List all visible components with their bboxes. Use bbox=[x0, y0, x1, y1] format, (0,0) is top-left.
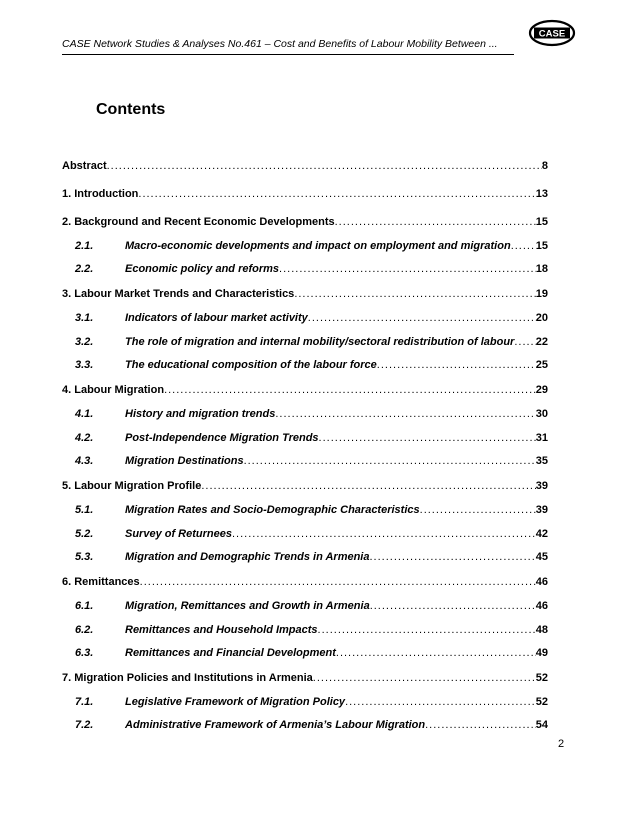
toc-entry-page: 15 bbox=[535, 240, 548, 252]
toc-entry-number: 3.2. bbox=[75, 336, 94, 348]
toc-entry[interactable] bbox=[62, 188, 548, 204]
toc-entry-title: Migration and Demographic Trends in Armenia bbox=[125, 551, 370, 563]
toc-entry-number: 4.2. bbox=[75, 432, 94, 444]
toc-entry-number: 3.1. bbox=[75, 312, 94, 324]
toc-dot-leader bbox=[425, 719, 536, 731]
toc-dot-leader bbox=[313, 672, 536, 684]
toc-entry-page: 35 bbox=[535, 455, 548, 467]
toc-dot-leader bbox=[514, 336, 535, 348]
toc-entry-page: 54 bbox=[535, 719, 548, 731]
toc-entry-number: 6.3. bbox=[75, 647, 94, 659]
toc-entry-page: 29 bbox=[535, 384, 548, 396]
toc-entry-title: 3. Labour Market Trends and Characteristics bbox=[62, 288, 295, 300]
toc-entry-title: 6. Remittances bbox=[62, 576, 140, 588]
toc-entry-title: Remittances and Household Impacts bbox=[125, 624, 318, 636]
toc-entry[interactable] bbox=[62, 672, 548, 688]
page-number: 2 bbox=[558, 738, 565, 750]
toc-entry-page: 19 bbox=[535, 288, 548, 300]
toc-dot-leader bbox=[279, 263, 536, 275]
running-header: CASE Network Studies & Analyses No.461 – Cost and Benefits of Labour Mobility Between ... bbox=[62, 38, 498, 50]
toc-entry-title: Migration Rates and Socio-Demographic Characteristics bbox=[125, 504, 420, 516]
toc-dot-leader bbox=[201, 480, 535, 492]
toc-entry-title: Migration Destinations bbox=[125, 455, 244, 467]
toc-entry[interactable] bbox=[75, 336, 548, 352]
toc-entry[interactable] bbox=[75, 408, 548, 424]
toc-entry[interactable] bbox=[75, 312, 548, 328]
toc-dot-leader bbox=[318, 624, 536, 636]
toc-entry[interactable] bbox=[62, 576, 548, 592]
toc-entry-page: 45 bbox=[535, 551, 548, 563]
toc-dot-leader bbox=[107, 160, 542, 172]
toc-entry-page: 49 bbox=[535, 647, 548, 659]
toc-dot-leader bbox=[345, 696, 536, 708]
toc-entry[interactable] bbox=[75, 504, 548, 520]
toc-entry-title: Post-Independence Migration Trends bbox=[125, 432, 319, 444]
case-logo bbox=[528, 19, 576, 47]
toc-entry[interactable] bbox=[75, 432, 548, 448]
toc-dot-leader bbox=[511, 240, 536, 252]
toc-entry[interactable] bbox=[75, 240, 548, 256]
toc-entry[interactable] bbox=[75, 263, 548, 279]
toc-entry-title: Migration, Remittances and Growth in Armenia bbox=[125, 600, 370, 612]
toc-dot-leader bbox=[275, 408, 535, 420]
toc-dot-leader bbox=[164, 384, 536, 396]
toc-entry-title: Economic policy and reforms bbox=[125, 263, 280, 275]
toc-entry-title: Macro-economic developments and impact on employment and migration bbox=[125, 240, 511, 252]
toc-entry-number: 6.2. bbox=[75, 624, 94, 636]
toc-entry[interactable] bbox=[75, 455, 548, 471]
toc-entry-number: 5.3. bbox=[75, 551, 94, 563]
toc-entry-page: 15 bbox=[535, 216, 548, 228]
toc-entry-page: 13 bbox=[535, 188, 548, 200]
toc-entry-title: History and migration trends bbox=[125, 408, 276, 420]
toc-dot-leader bbox=[244, 455, 536, 467]
toc-entry-page: 25 bbox=[535, 359, 548, 371]
toc-entry-number: 3.3. bbox=[75, 359, 94, 371]
toc-entry-number: 4.1. bbox=[75, 408, 94, 420]
toc-entry-page: 52 bbox=[535, 672, 548, 684]
toc-dot-leader bbox=[140, 576, 536, 588]
toc-entry-page: 39 bbox=[535, 504, 548, 516]
toc-dot-leader bbox=[336, 647, 536, 659]
toc-entry[interactable] bbox=[75, 359, 548, 375]
toc-dot-leader bbox=[294, 288, 535, 300]
toc-entry-title: Survey of Returnees bbox=[125, 528, 232, 540]
toc-entry-title: Remittances and Financial Development bbox=[125, 647, 336, 659]
toc-dot-leader bbox=[319, 432, 536, 444]
toc-entry-number: 5.1. bbox=[75, 504, 94, 516]
toc-entry-number: 7.2. bbox=[75, 719, 94, 731]
toc-entry[interactable] bbox=[62, 480, 548, 496]
toc-entry-page: 52 bbox=[535, 696, 548, 708]
toc-dot-leader bbox=[335, 216, 536, 228]
logo-text: CASE bbox=[538, 28, 566, 40]
toc-dot-leader bbox=[232, 528, 536, 540]
toc-dot-leader bbox=[138, 188, 535, 200]
toc-entry-title: Administrative Framework of Armenia’s Labour Migration bbox=[125, 719, 426, 731]
toc-entry-number: 2.2. bbox=[75, 263, 94, 275]
toc-entry[interactable] bbox=[75, 719, 548, 735]
toc-entry[interactable] bbox=[62, 288, 548, 304]
toc-entry-title: Legislative Framework of Migration Policy bbox=[125, 696, 346, 708]
toc-entry-title: 2. Background and Recent Economic Developments bbox=[62, 216, 335, 228]
toc-entry-title: 5. Labour Migration Profile bbox=[62, 480, 202, 492]
toc-entry-number: 6.1. bbox=[75, 600, 94, 612]
toc-entry-title: Abstract bbox=[62, 160, 107, 172]
contents-title: Contents bbox=[96, 101, 166, 118]
toc-entry-title: 4. Labour Migration bbox=[62, 384, 165, 396]
toc-entry-title: 7. Migration Policies and Institutions in Armenia bbox=[62, 672, 313, 684]
toc-entry-number: 5.2. bbox=[75, 528, 94, 540]
toc-entry[interactable] bbox=[62, 160, 548, 176]
toc-entry[interactable] bbox=[62, 216, 548, 232]
toc-entry[interactable] bbox=[62, 384, 548, 400]
toc-entry-title: 1. Introduction bbox=[62, 188, 139, 200]
header-rule bbox=[62, 54, 514, 55]
toc-entry-title: Indicators of labour market activity bbox=[125, 312, 308, 324]
toc-entry-page: 22 bbox=[535, 336, 548, 348]
toc-entry-page: 46 bbox=[535, 600, 548, 612]
toc-entry-title: The educational composition of the labour force bbox=[125, 359, 377, 371]
toc-entry-number: 4.3. bbox=[75, 455, 94, 467]
toc-entry[interactable] bbox=[75, 647, 548, 663]
toc-dot-leader bbox=[308, 312, 536, 324]
toc-entry-page: 30 bbox=[535, 408, 548, 420]
toc-entry[interactable] bbox=[75, 600, 548, 616]
toc-dot-leader bbox=[377, 359, 536, 371]
toc-entry-page: 20 bbox=[535, 312, 548, 324]
toc-entry-page: 18 bbox=[535, 263, 548, 275]
toc-entry-page: 31 bbox=[535, 432, 548, 444]
toc-entry[interactable] bbox=[75, 624, 548, 640]
toc-entry[interactable] bbox=[75, 551, 548, 567]
toc-dot-leader bbox=[369, 551, 535, 563]
toc-entry-page: 8 bbox=[541, 160, 548, 172]
toc-dot-leader bbox=[370, 600, 536, 612]
toc-entry-number: 2.1. bbox=[75, 240, 94, 252]
toc-dot-leader bbox=[420, 504, 536, 516]
toc-entry-number: 7.1. bbox=[75, 696, 94, 708]
toc-entry[interactable] bbox=[75, 696, 548, 712]
toc-entry-page: 48 bbox=[535, 624, 548, 636]
toc-entry-page: 46 bbox=[535, 576, 548, 588]
toc-entry-title: The role of migration and internal mobility/sectoral redistribution of labour bbox=[125, 336, 515, 348]
toc-entry-page: 39 bbox=[535, 480, 548, 492]
toc-entry-page: 42 bbox=[535, 528, 548, 540]
toc-entry[interactable] bbox=[75, 528, 548, 544]
